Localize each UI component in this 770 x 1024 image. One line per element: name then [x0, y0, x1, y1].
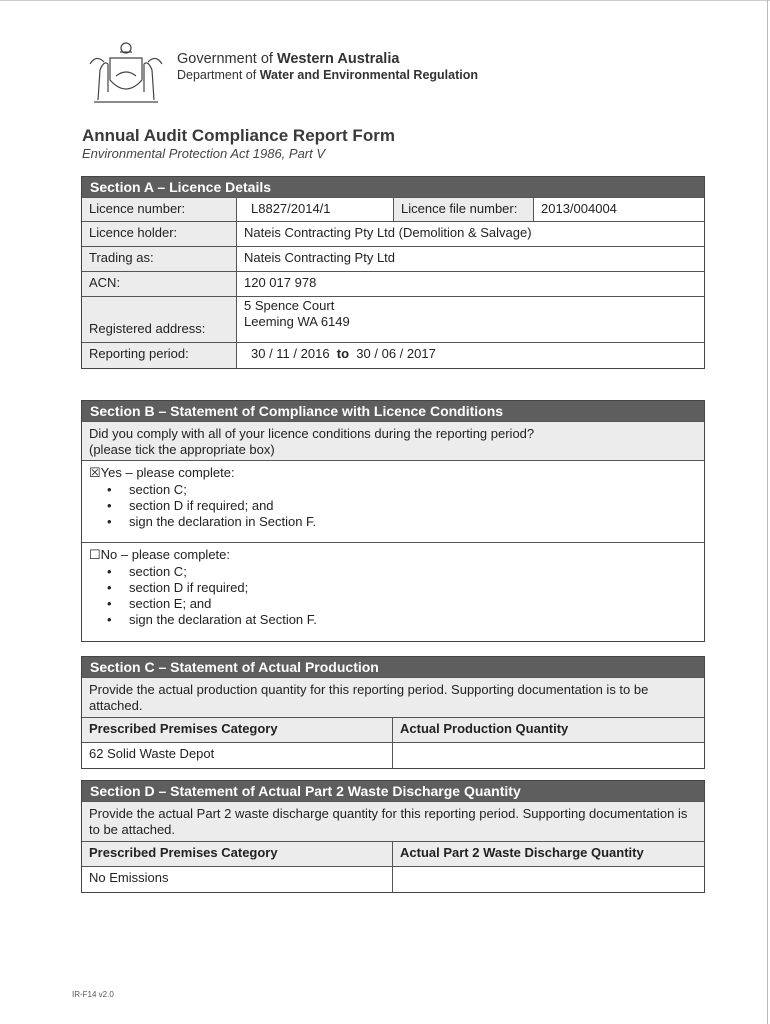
production-col-quantity: Actual Production Quantity — [393, 718, 705, 743]
list-item: • section C; — [129, 564, 697, 580]
coat-of-arms-icon — [80, 40, 172, 106]
discharge-col-category: Prescribed Premises Category — [82, 842, 393, 867]
section-b — [81, 400, 705, 642]
section-d-heading: Section D – Statement of Actual Part 2 Waste Discharge Quantity — [82, 781, 704, 801]
reporting-period-label: Reporting period: — [82, 343, 237, 368]
registered-address-label: Registered address: — [82, 297, 237, 343]
licence-file-value: 2013/004004 — [534, 198, 705, 222]
no-steps-list — [89, 564, 697, 628]
form-subtitle: Environmental Protection Act 1986, Part V — [82, 146, 326, 161]
list-item: • section D if required; and — [129, 498, 697, 514]
page-top-edge — [0, 0, 770, 1]
yes-steps-list — [89, 482, 697, 530]
licence-number-label: Licence number: — [82, 198, 237, 222]
list-item: • section E; and — [129, 596, 697, 612]
form-code: IR-F14 v2.0 — [72, 990, 114, 999]
option-yes — [82, 460, 704, 542]
production-col-category: Prescribed Premises Category — [82, 718, 393, 743]
section-d — [81, 780, 705, 893]
yes-label: Yes – please complete: — [100, 465, 235, 480]
yes-checkbox[interactable]: ☒ — [89, 465, 101, 480]
compliance-question: Did you comply with all of your licence conditions during the reporting period? (please tick the appropriate box) — [82, 421, 704, 460]
registered-address-value: 5 Spence Court Leeming WA 6149 — [237, 297, 705, 343]
section-b-heading: Section B – Statement of Compliance with Licence Conditions — [82, 401, 704, 421]
section-c-intro: Provide the actual production quantity for this reporting period. Supporting documentation is to be attached. — [82, 677, 704, 717]
acn-value: 120 017 978 — [237, 272, 705, 297]
list-item: • sign the declaration in Section F. — [129, 514, 697, 530]
production-table — [82, 717, 704, 768]
production-quantity-cell[interactable] — [393, 743, 705, 768]
reporting-period-value: 30 / 11 / 2016 to 30 / 06 / 2017 — [237, 343, 705, 368]
trading-as-value: Nateis Contracting Pty Ltd — [237, 247, 705, 272]
discharge-col-quantity: Actual Part 2 Waste Discharge Quantity — [393, 842, 705, 867]
acn-label: ACN: — [82, 272, 237, 297]
document-header — [80, 40, 680, 110]
licence-number-value: L8827/2014/1 — [237, 198, 394, 222]
section-d-intro: Provide the actual Part 2 waste discharge quantity for this reporting period. Supporting documentation is to be attached. — [82, 801, 704, 841]
section-a — [81, 176, 705, 369]
licence-details-table — [82, 197, 704, 368]
discharge-quantity-cell[interactable] — [393, 867, 705, 892]
option-no — [82, 542, 704, 641]
no-checkbox[interactable]: ☐ — [89, 547, 101, 562]
trading-as-label: Trading as: — [82, 247, 237, 272]
discharge-category-cell: No Emissions — [82, 867, 393, 892]
no-label: No – please complete: — [100, 547, 231, 562]
form-title: Annual Audit Compliance Report Form — [82, 126, 395, 145]
section-c-heading: Section C – Statement of Actual Production — [82, 657, 704, 677]
discharge-table — [82, 841, 704, 892]
licence-holder-value: Nateis Contracting Pty Ltd (Demolition & Salvage) — [237, 222, 705, 247]
section-c — [81, 656, 705, 769]
page-right-edge — [767, 0, 768, 1024]
list-item: • section D if required; — [129, 580, 697, 596]
government-name: Government of Western Australia — [177, 51, 400, 67]
list-item: • section C; — [129, 482, 697, 498]
production-category-cell: 62 Solid Waste Depot — [82, 743, 393, 768]
licence-file-label: Licence file number: — [394, 198, 534, 222]
section-a-heading: Section A – Licence Details — [82, 177, 704, 197]
department-name: Department of Water and Environmental Regulation — [177, 68, 478, 82]
list-item: • sign the declaration at Section F. — [129, 612, 697, 628]
licence-holder-label: Licence holder: — [82, 222, 237, 247]
